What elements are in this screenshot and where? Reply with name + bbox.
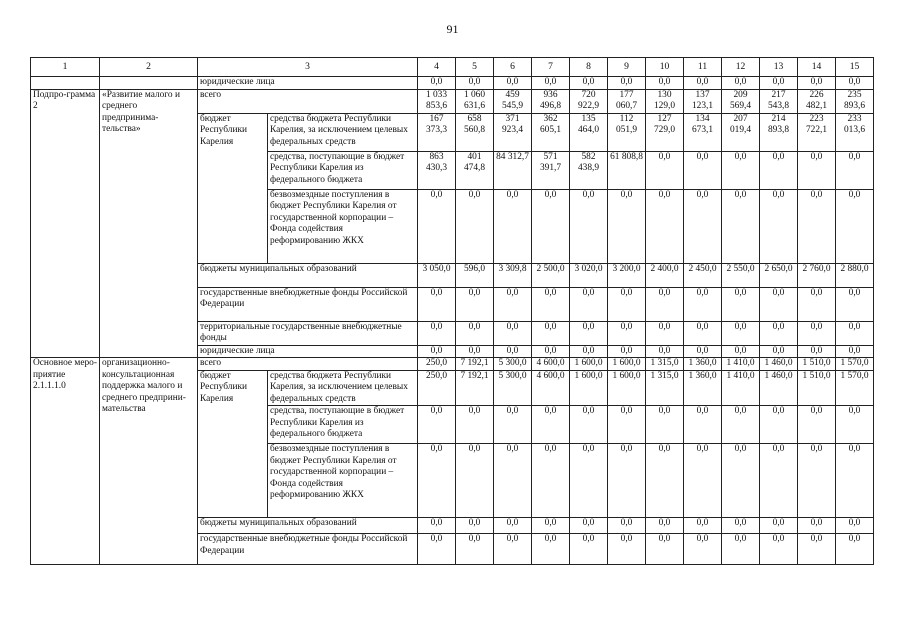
value-cell: 7 192,1 [456, 370, 494, 406]
value-cell: 0,0 [684, 189, 722, 263]
value-cell: 167 373,3 [418, 113, 456, 151]
value-cell: 0,0 [760, 151, 798, 189]
value-cell: 0,0 [722, 518, 760, 534]
value-cell: 0,0 [836, 534, 874, 565]
column-header: 12 [722, 58, 760, 77]
value-cell: 1 460,0 [760, 358, 798, 371]
value-cell: 0,0 [456, 77, 494, 90]
value-cell: 0,0 [418, 189, 456, 263]
value-cell: 0,0 [570, 77, 608, 90]
column-header: 5 [456, 58, 494, 77]
value-cell: 209 569,4 [722, 89, 760, 113]
value-cell: 223 722,1 [798, 113, 836, 151]
page-number: 91 [446, 22, 459, 36]
value-cell: 0,0 [722, 151, 760, 189]
column-header: 8 [570, 58, 608, 77]
value-cell: 0,0 [456, 345, 494, 358]
value-cell: 0,0 [494, 321, 532, 345]
value-cell: 0,0 [646, 151, 684, 189]
value-cell: 0,0 [722, 287, 760, 321]
value-cell: 0,0 [608, 534, 646, 565]
value-cell: 0,0 [798, 189, 836, 263]
value-cell: 0,0 [836, 345, 874, 358]
value-cell: 0,0 [836, 518, 874, 534]
value-cell: 0,0 [532, 534, 570, 565]
value-cell: 0,0 [646, 287, 684, 321]
value-cell: 1 410,0 [722, 358, 760, 371]
subsource-cell: средства бюджета Республики Карелия, за исключением целевых федеральных средств [268, 370, 418, 406]
table-row [31, 77, 874, 90]
program-cell [31, 77, 100, 90]
value-cell: 207 019,4 [722, 113, 760, 151]
value-cell: 0,0 [532, 321, 570, 345]
value-cell: 0,0 [798, 534, 836, 565]
value-cell: 1 600,0 [608, 370, 646, 406]
value-cell: 0,0 [836, 151, 874, 189]
value-cell: 0,0 [418, 345, 456, 358]
value-cell: 0,0 [760, 534, 798, 565]
source-cell: бюджеты муниципальных образований [198, 263, 418, 287]
program-cell: Подпро-грамма 2 [31, 89, 100, 358]
value-cell: 134 673,1 [684, 113, 722, 151]
column-header: 10 [646, 58, 684, 77]
value-cell: 459 545,9 [494, 89, 532, 113]
value-cell: 2 880,0 [836, 263, 874, 287]
value-cell: 2 550,0 [722, 263, 760, 287]
table-row [31, 358, 874, 371]
table-body [31, 77, 874, 565]
value-cell: 0,0 [494, 444, 532, 518]
value-cell: 0,0 [646, 534, 684, 565]
subsource-cell: безвозмездные поступления в бюджет Республики Карелия от государственной корпорации – Фонда содействия реформированию ЖКХ [268, 444, 418, 518]
value-cell: 0,0 [532, 77, 570, 90]
column-header: 1 [31, 58, 100, 77]
source-cell: юридические лица [198, 345, 418, 358]
value-cell: 112 051,9 [608, 113, 646, 151]
program-name-cell: организационно-консультационная поддержка малого и среднего предприни-мательства [100, 358, 198, 565]
value-cell: 1 060 631,6 [456, 89, 494, 113]
value-cell: 863 430,3 [418, 151, 456, 189]
value-cell: 0,0 [646, 444, 684, 518]
column-header: 14 [798, 58, 836, 77]
value-cell: 1 510,0 [798, 370, 836, 406]
value-cell: 214 893,8 [760, 113, 798, 151]
value-cell: 4 600,0 [532, 358, 570, 371]
value-cell: 362 605,1 [532, 113, 570, 151]
value-cell: 0,0 [418, 321, 456, 345]
program-name-cell: «Развитие малого и среднего предпринима-тельства» [100, 89, 198, 358]
subsource-cell: средства бюджета Республики Карелия, за исключением целевых федеральных средств [268, 113, 418, 151]
program-name-cell [100, 77, 198, 90]
value-cell: 127 729,0 [646, 113, 684, 151]
column-header: 9 [608, 58, 646, 77]
value-cell: 135 464,0 [570, 113, 608, 151]
value-cell: 0,0 [570, 444, 608, 518]
value-cell: 3 020,0 [570, 263, 608, 287]
column-header: 11 [684, 58, 722, 77]
value-cell: 61 808,8 [608, 151, 646, 189]
value-cell: 3 309,8 [494, 263, 532, 287]
source-cell: бюджет Республики Карелия [198, 370, 268, 518]
value-cell: 0,0 [608, 345, 646, 358]
value-cell: 233 013,6 [836, 113, 874, 151]
value-cell: 217 543,8 [760, 89, 798, 113]
value-cell: 0,0 [722, 321, 760, 345]
value-cell: 0,0 [684, 345, 722, 358]
value-cell: 0,0 [494, 287, 532, 321]
value-cell: 0,0 [798, 518, 836, 534]
value-cell: 0,0 [646, 189, 684, 263]
value-cell: 0,0 [798, 287, 836, 321]
value-cell: 720 922,9 [570, 89, 608, 113]
value-cell: 2 760,0 [798, 263, 836, 287]
value-cell: 1 570,0 [836, 358, 874, 371]
value-cell: 371 923,4 [494, 113, 532, 151]
value-cell: 0,0 [494, 345, 532, 358]
value-cell: 0,0 [608, 321, 646, 345]
value-cell: 0,0 [836, 444, 874, 518]
source-cell: всего [198, 89, 418, 113]
value-cell: 0,0 [646, 77, 684, 90]
column-header: 7 [532, 58, 570, 77]
value-cell: 0,0 [836, 287, 874, 321]
value-cell: 0,0 [418, 444, 456, 518]
value-cell: 0,0 [570, 321, 608, 345]
value-cell: 0,0 [760, 444, 798, 518]
value-cell: 2 400,0 [646, 263, 684, 287]
column-header: 4 [418, 58, 456, 77]
value-cell: 0,0 [570, 518, 608, 534]
value-cell: 658 560,8 [456, 113, 494, 151]
column-header: 6 [494, 58, 532, 77]
value-cell: 0,0 [798, 321, 836, 345]
program-cell: Основное меро-приятие 2.1.1.1.0 [31, 358, 100, 565]
source-cell: бюджеты муниципальных образований [198, 518, 418, 534]
value-cell: 0,0 [608, 287, 646, 321]
value-cell: 0,0 [836, 77, 874, 90]
value-cell: 0,0 [532, 444, 570, 518]
value-cell: 0,0 [798, 345, 836, 358]
value-cell: 1 360,0 [684, 370, 722, 406]
value-cell: 0,0 [456, 534, 494, 565]
value-cell: 130 129,0 [646, 89, 684, 113]
value-cell: 0,0 [722, 406, 760, 444]
value-cell: 2 650,0 [760, 263, 798, 287]
value-cell: 0,0 [608, 189, 646, 263]
value-cell: 0,0 [532, 189, 570, 263]
source-cell: всего [198, 358, 418, 371]
value-cell: 0,0 [684, 518, 722, 534]
value-cell: 2 450,0 [684, 263, 722, 287]
value-cell: 0,0 [798, 444, 836, 518]
column-header: 13 [760, 58, 798, 77]
value-cell: 0,0 [836, 321, 874, 345]
budget-table [30, 57, 874, 565]
source-cell: территориальные государственные внебюджетные фонды [198, 321, 418, 345]
table-row [31, 89, 874, 113]
subsource-cell: безвозмездные поступления в бюджет Республики Карелия от государственной корпорации – Фонда содействия реформированию ЖКХ [268, 189, 418, 263]
column-header: 3 [198, 58, 418, 77]
value-cell: 1 315,0 [646, 358, 684, 371]
value-cell: 0,0 [608, 77, 646, 90]
value-cell: 0,0 [494, 518, 532, 534]
value-cell: 1 570,0 [836, 370, 874, 406]
value-cell: 0,0 [494, 77, 532, 90]
value-cell: 0,0 [532, 518, 570, 534]
value-cell: 0,0 [684, 77, 722, 90]
value-cell: 250,0 [418, 370, 456, 406]
value-cell: 0,0 [494, 406, 532, 444]
value-cell: 1 360,0 [684, 358, 722, 371]
value-cell: 0,0 [684, 287, 722, 321]
value-cell: 0,0 [684, 534, 722, 565]
value-cell: 0,0 [646, 518, 684, 534]
source-cell: государственные внебюджетные фонды Российской Федерации [198, 287, 418, 321]
value-cell: 0,0 [798, 77, 836, 90]
value-cell: 0,0 [494, 189, 532, 263]
column-header: 2 [100, 58, 198, 77]
value-cell: 1 315,0 [646, 370, 684, 406]
value-cell: 0,0 [798, 406, 836, 444]
value-cell: 0,0 [608, 518, 646, 534]
value-cell: 0,0 [456, 406, 494, 444]
value-cell: 0,0 [456, 287, 494, 321]
value-cell: 0,0 [684, 444, 722, 518]
value-cell: 0,0 [760, 406, 798, 444]
value-cell: 137 123,1 [684, 89, 722, 113]
value-cell: 4 600,0 [532, 370, 570, 406]
value-cell: 3 050,0 [418, 263, 456, 287]
source-cell: бюджет Республики Карелия [198, 113, 268, 263]
subsource-cell: средства, поступающие в бюджет Республики Карелия из федерального бюджета [268, 406, 418, 444]
value-cell: 7 192,1 [456, 358, 494, 371]
value-cell: 0,0 [684, 321, 722, 345]
value-cell: 2 500,0 [532, 263, 570, 287]
value-cell: 84 312,7 [494, 151, 532, 189]
value-cell: 0,0 [760, 345, 798, 358]
value-cell: 235 893,6 [836, 89, 874, 113]
value-cell: 0,0 [722, 534, 760, 565]
value-cell: 596,0 [456, 263, 494, 287]
value-cell: 936 496,8 [532, 89, 570, 113]
value-cell: 0,0 [532, 406, 570, 444]
value-cell: 1 600,0 [570, 358, 608, 371]
value-cell: 582 438,9 [570, 151, 608, 189]
value-cell: 0,0 [722, 189, 760, 263]
value-cell: 0,0 [418, 518, 456, 534]
value-cell: 0,0 [570, 534, 608, 565]
value-cell: 250,0 [418, 358, 456, 371]
column-header: 15 [836, 58, 874, 77]
value-cell: 1 600,0 [570, 370, 608, 406]
value-cell: 0,0 [760, 287, 798, 321]
value-cell: 0,0 [760, 321, 798, 345]
value-cell: 0,0 [836, 189, 874, 263]
value-cell: 177 060,7 [608, 89, 646, 113]
value-cell: 0,0 [570, 189, 608, 263]
table-header-row [31, 58, 874, 77]
value-cell: 0,0 [456, 444, 494, 518]
value-cell: 0,0 [608, 444, 646, 518]
value-cell: 0,0 [418, 77, 456, 90]
value-cell: 401 474,8 [456, 151, 494, 189]
value-cell: 0,0 [798, 151, 836, 189]
value-cell: 0,0 [836, 406, 874, 444]
value-cell: 0,0 [570, 345, 608, 358]
value-cell: 0,0 [456, 321, 494, 345]
value-cell: 1 033 853,6 [418, 89, 456, 113]
value-cell: 3 200,0 [608, 263, 646, 287]
value-cell: 0,0 [760, 518, 798, 534]
value-cell: 0,0 [418, 287, 456, 321]
value-cell: 0,0 [570, 287, 608, 321]
value-cell: 0,0 [646, 345, 684, 358]
value-cell: 0,0 [722, 345, 760, 358]
value-cell: 0,0 [456, 189, 494, 263]
value-cell: 5 300,0 [494, 370, 532, 406]
value-cell: 0,0 [608, 406, 646, 444]
value-cell: 1 600,0 [608, 358, 646, 371]
value-cell: 1 460,0 [760, 370, 798, 406]
value-cell: 1 410,0 [722, 370, 760, 406]
source-cell: юридические лица [198, 77, 418, 90]
value-cell: 0,0 [760, 189, 798, 263]
value-cell: 0,0 [722, 77, 760, 90]
value-cell: 1 510,0 [798, 358, 836, 371]
value-cell: 571 391,7 [532, 151, 570, 189]
source-cell: государственные внебюджетные фонды Российской Федерации [198, 534, 418, 565]
value-cell: 0,0 [532, 345, 570, 358]
value-cell: 0,0 [684, 151, 722, 189]
value-cell: 0,0 [418, 534, 456, 565]
value-cell: 0,0 [456, 518, 494, 534]
subsource-cell: средства, поступающие в бюджет Республики Карелия из федерального бюджета [268, 151, 418, 189]
value-cell: 226 482,1 [798, 89, 836, 113]
value-cell: 0,0 [646, 321, 684, 345]
value-cell: 5 300,0 [494, 358, 532, 371]
value-cell: 0,0 [532, 287, 570, 321]
value-cell: 0,0 [760, 77, 798, 90]
value-cell: 0,0 [418, 406, 456, 444]
value-cell: 0,0 [570, 406, 608, 444]
value-cell: 0,0 [722, 444, 760, 518]
value-cell: 0,0 [684, 406, 722, 444]
value-cell: 0,0 [646, 406, 684, 444]
value-cell: 0,0 [494, 534, 532, 565]
